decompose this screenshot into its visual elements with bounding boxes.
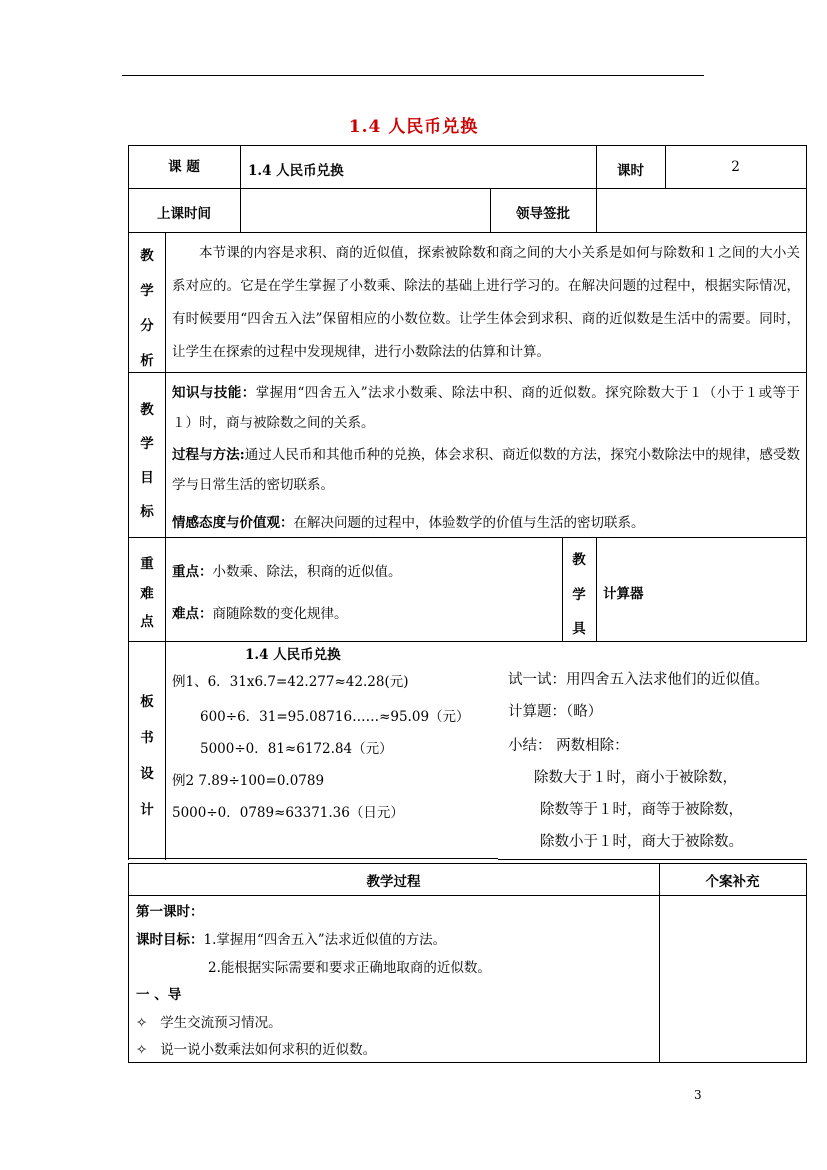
diamond-bullet-icon: ✧ <box>136 1015 148 1031</box>
analysis-text: 本节课的内容是求积、商的近似值，探索被除数和商之间的大小关系是如何与除数和１之间的大小关系对应的。它是在学生掌握了小数乘、除法的基础上进行学习的。在解决问题的过程中，根据实际情况，有时候要用“四舍五入法”保留相应的小数位数。让学生体会到求积、商的近似数是生活中的需要。同时，让学生在探索的过程中发现规律，进行小数除法的估算和计算。 <box>172 245 800 360</box>
board-line: 600÷6．31=95.08716……≈95.09（元） <box>200 709 470 725</box>
page-number: 3 <box>694 1088 702 1102</box>
time-label: 上课时间 <box>157 206 211 222</box>
difficult-point: 难点：商随除数的变化规律。 <box>172 606 348 622</box>
board-try: 试一试：用四舍五入法求他们的近似值。 <box>508 672 769 688</box>
supplement-header: 个案补充 <box>705 874 760 890</box>
board-rule: 除数等于１时，商等于被除数， <box>540 802 743 818</box>
page-title: 1.4 人民币兑换 <box>348 117 479 137</box>
board-line: 例2 7.89÷100=0.0789 <box>172 773 325 789</box>
key-point: 重点：小数乘、除法，积商的近似值。 <box>172 564 402 580</box>
diamond-bullet-icon: ✧ <box>136 1042 148 1058</box>
goal-process: 过程与方法:通过人民币和其他币种的兑换，体会求积、商近似数的方法，探究小数除法中的规律，感受数学与日常生活的密切联系。 <box>172 447 800 493</box>
goal-knowledge: 知识与技能：掌握用“四舍五入”法求小数乘、除法中积、商的近似数。探究除数大于１（小于１或等于１）时，商与被除数之间的关系。 <box>172 385 801 431</box>
header-rule <box>122 75 704 76</box>
period-value: 2 <box>731 159 740 175</box>
lesson-goal-1: 课时目标：1.掌握用“四舍五入”法求近似值的方法。 <box>136 932 447 948</box>
board-rule: 除数大于１时，商小于被除数， <box>534 770 737 786</box>
bullet-item: ✧ 学生交流预习情况。 <box>136 1015 282 1031</box>
bullet-item: ✧ 说一说小数乘法如何求积的近似数。 <box>136 1042 377 1058</box>
process-header: 教学过程 <box>366 874 421 890</box>
lesson-label: 第一课时： <box>136 904 204 920</box>
approve-label: 领导签批 <box>516 206 570 222</box>
board-calc: 计算题：（略） <box>508 704 603 720</box>
board-heading: 1.4 人民币兑换 <box>245 647 341 663</box>
board-line: 例1、6．31x6.7=42.277≈42.28(元) <box>172 674 409 690</box>
board-summary: 小结： 两数相除： <box>508 738 629 754</box>
period-label: 课时 <box>617 163 644 179</box>
tools-value: 计算器 <box>603 586 644 602</box>
board-line: 5000÷0．0789≈63371.36（日元） <box>172 805 404 821</box>
goal-attitude: 情感态度与价值观：在解决问题的过程中，体验数学的价值与生活的密切联系。 <box>172 515 645 531</box>
lesson-goal-2: 2.能根据实际需要和要求正确地取商的近似数。 <box>208 960 491 976</box>
section-heading: 一 、导 <box>136 987 182 1003</box>
board-line: 5000÷0．81≈6172.84（元） <box>200 741 393 757</box>
board-rule: 除数小于１时，商大于被除数。 <box>540 834 743 850</box>
topic-label: 课 题 <box>168 159 200 175</box>
topic-value: 1.4 人民币兑换 <box>248 163 344 179</box>
